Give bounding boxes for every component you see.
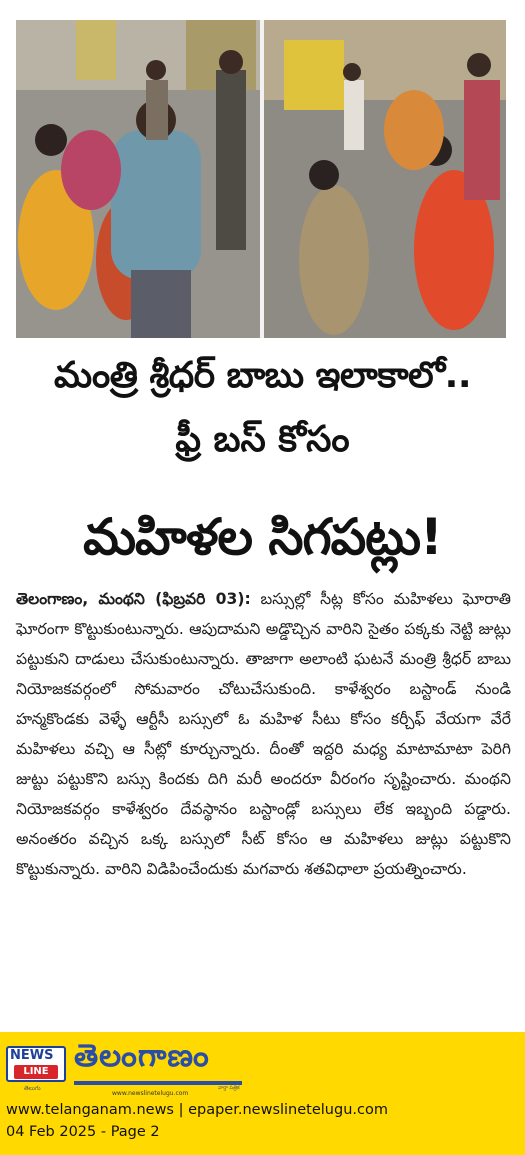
- news-photo: [16, 20, 506, 338]
- newsline-logo[interactable]: [6, 1046, 66, 1082]
- headline-line-2: ఫ్రీ బస్ కోసం: [175, 419, 350, 460]
- news-photo-right: [264, 20, 506, 338]
- footer-links[interactable]: www.telanganam.news | epaper.newslinetelugu.com: [6, 1102, 388, 1118]
- article-dateline: తెలంగాణం, మంథని (ఫిబ్రవరి 03):: [16, 590, 251, 608]
- article-text: బస్సుల్లో సీట్ల కోసం మహిళలు ఘోరాతి ఘోరంగా కొట్టుకుంటున్నారు. ఆపుదామని అడ్డొచ్చిన వారిని సైతం పక్కకు నెట్టి జుట్లు పట్టుకుని దాడులు చేసుకుంటున్నారు. తాజాగా అలాంటి ఘటనే మంత్రి శ్రీధర్ బాబు నియోజకవర్గంలో సోమవారం చోటుచేసుకుంది. కాళేశ్వరం బస్టాండ్ నుండి హన్మకొండకు వెళ్ళే ఆర్టీసీ బస్సులో ఓ మహిళ సీటు కోసం కర్చీఫ్ వేయగా వేరే మహిళలు వచ్చి ఆ సీట్లో కూర్చున్నారు. దీంతో ఇద్దరి మధ్య మాటామాటా పెరిగి జుట్టు పట్టుకొని బస్సు కిందకు దిగి మరీ అందరూ వీరంగం సృష్టించారు. మంథని నియోజకవర్గం కాళేశ్వరం దేవస్థానం బస్టాండ్లో బస్సులు లేక ఇబ్బంది పడ్డారు. అనంతరం వచ్చిన ఒక్క బస్సులో సీట్ కోసం ఆ మహిళలు జుట్లు పట్టుకొని కొట్టుకున్నారు. వారిని విడిపించేందుకు మగవారు శతవిధాలా ప్రయత్నించారు.: [16, 590, 511, 878]
- telanganam-logo-underline: [74, 1081, 242, 1085]
- newsline-logo-top: NEWS: [10, 1048, 54, 1063]
- footer-bar: [0, 1032, 525, 1155]
- logo-tagline: వార్తా పత్రిక: [218, 1085, 240, 1091]
- newsline-logo-bottom: LINE: [14, 1065, 58, 1079]
- telanganam-logo[interactable]: తెలంగాణం: [74, 1038, 210, 1074]
- headline-line-3: మహిళల సిగపట్లు!: [83, 508, 442, 566]
- logo-url: www.newslinetelugu.com: [112, 1090, 189, 1097]
- news-photo-right-image: [264, 20, 506, 338]
- news-photo-left: [16, 20, 260, 338]
- headline-line-1: మంత్రి శ్రీధర్ బాబు ఇలాకాలో..: [53, 355, 472, 396]
- article-body: [16, 584, 511, 884]
- news-photo-left-image: [16, 20, 260, 338]
- footer-date: 04 Feb 2025 - Page 2: [6, 1124, 160, 1140]
- newsline-logo-sub: తెలుగు: [24, 1085, 41, 1092]
